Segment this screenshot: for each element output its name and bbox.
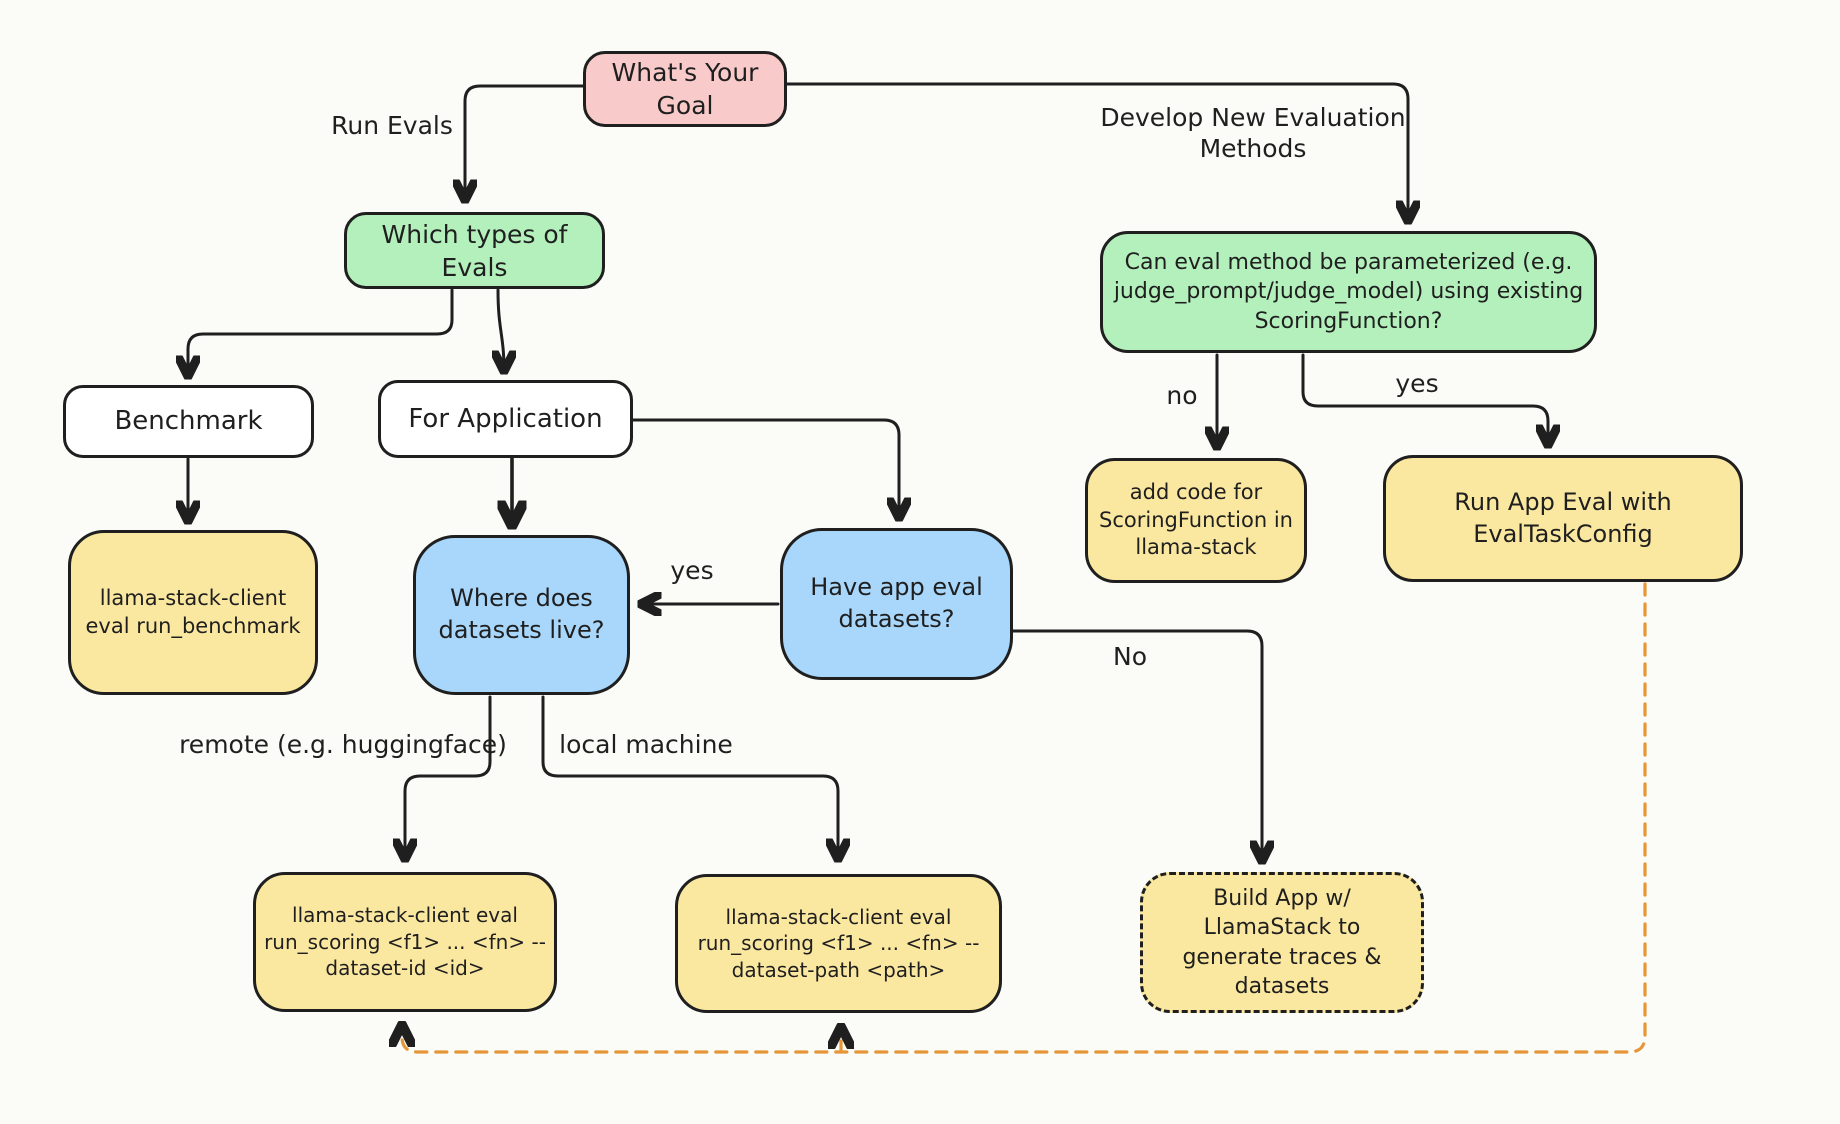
arrow-goal-to-which-types xyxy=(465,86,583,199)
arrow-which-types-to-benchmark xyxy=(188,290,452,375)
node-benchmark: Benchmark xyxy=(63,385,314,458)
node-can-eval-method-be-parameterized: Can eval method be parameterized (e.g. judge_prompt/judge_model) using existing ScoringFunction? xyxy=(1100,231,1597,353)
node-have-app-eval-datasets: Have app eval datasets? xyxy=(780,528,1013,680)
edge-label-yes-have-datasets: yes xyxy=(670,556,714,585)
node-whats-your-goal: What's Your Goal xyxy=(583,51,787,127)
node-run-scoring-dataset-id-command: llama-stack-client eval run_scoring <f1> ... <fn> --dataset-id <id> xyxy=(253,872,557,1012)
node-run-scoring-dataset-path-command: llama-stack-client eval run_scoring <f1> ... <fn> --dataset-path <path> xyxy=(675,874,1002,1013)
edge-label-no-have-datasets: No xyxy=(1113,642,1147,671)
edge-label-remote-huggingface: remote (e.g. huggingface) xyxy=(179,730,507,759)
edge-label-run-evals: Run Evals xyxy=(331,111,453,140)
node-where-does-datasets-live: Where does datasets live? xyxy=(413,535,630,695)
edge-label-local-machine: local machine xyxy=(559,730,733,759)
node-build-app-with-llamastack: Build App w/ LlamaStack to generate traces & datasets xyxy=(1140,872,1424,1013)
node-add-code-for-scoringfunction: add code for ScoringFunction in llama-stack xyxy=(1085,458,1307,583)
node-for-application: For Application xyxy=(378,380,633,458)
edge-label-yes-scoringfunction: yes xyxy=(1395,369,1439,398)
arrow-where-datasets-to-run-scoring-id xyxy=(405,697,490,858)
edge-label-no-scoringfunction: no xyxy=(1166,381,1198,410)
arrow-for-application-to-have-datasets xyxy=(633,420,899,517)
arrow-which-types-to-for-application xyxy=(498,290,504,370)
node-run-benchmark-command: llama-stack-client eval run_benchmark xyxy=(68,530,318,695)
node-which-types-of-evals: Which types of Evals xyxy=(344,212,605,289)
node-run-app-eval-with-evaltaskconfig: Run App Eval with EvalTaskConfig xyxy=(1383,455,1743,582)
arrow-where-datasets-to-run-scoring-path xyxy=(543,697,838,858)
edge-label-develop-new-evaluation-methods: Develop New Evaluation Methods xyxy=(1100,103,1406,164)
